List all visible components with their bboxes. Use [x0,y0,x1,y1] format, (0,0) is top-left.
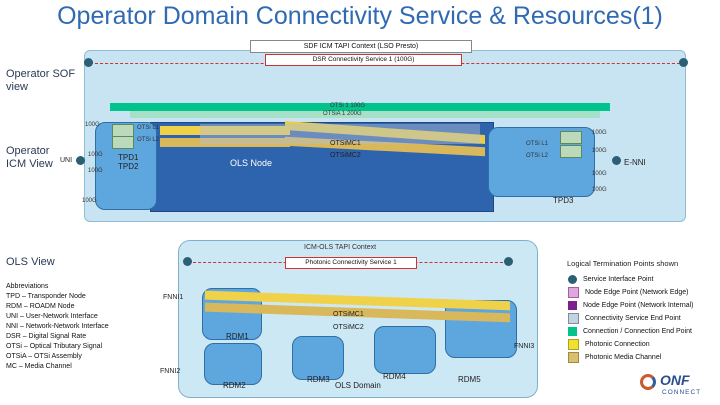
abbrev-heading: Abbreviations [6,283,49,290]
abbrev-line: DSR – Digital Signal Rate [6,333,87,340]
dsr-service-bar: DSR Connectivity Service 1 (100G) [265,54,462,66]
abbrev-line: TPD – Transponder Node [6,293,86,300]
abbrev-line: OTSi – Optical Tributary Signal [6,343,103,350]
legend-row [568,338,694,351]
legend-row [568,351,694,364]
otsi-l1-right-box [560,131,582,144]
sip-dot-icon [568,275,577,284]
onf-connect-logo [640,372,715,402]
sof-view-label: Operator SOF view [6,68,76,93]
port-100g-left-2: 100G [88,152,103,158]
tpd1-label: TPD1 [118,153,139,162]
legend-label: Node Edge Point (Network Edge) [585,289,689,296]
bottom-otsimc2-label: OTSiMC2 [333,324,364,331]
rdm5-label: RDM5 [458,375,481,384]
page-title: Operator Domain Connectivity Service & Resources(1) [57,2,663,30]
ols-node-label: OLS Node [230,158,273,168]
abbrev-line: RDM – ROADM Node [6,303,75,310]
ols-domain-label: OLS Domain [335,381,381,390]
legend-label: Connection / Connection End Point [583,328,692,335]
otsimc2-top-label: OTSiMC2 [330,152,361,159]
abbrev-line: OTSiA – OTSi Assembly [6,353,82,360]
legend-label: Node Edge Point (Network Internal) [583,302,694,309]
legend-row [568,325,694,338]
port-100g-right-3: 100G [592,171,607,177]
legend-row [568,299,694,312]
port-100g-right-1: 100G [592,130,607,136]
fnni1-label: FNNI1 [163,294,184,301]
otsi-l1-left-label: OTSi L1 [137,125,160,131]
uni-label: UNI [60,157,73,164]
icm-view-label: Operator ICM View [6,145,53,170]
rdm2-label: RDM2 [223,381,246,390]
photonic-service-bar: Photonic Connectivity Service 1 [285,257,417,269]
photonic-sip-right [504,257,513,266]
dsr-sip-right [679,58,688,67]
otsi-l2-right-label: OTSi L2 [526,153,549,159]
otsi-l1-right-label: OTSi L1 [526,141,549,147]
icm-ols-context-label: ICM-OLS TAPI Context [304,244,377,251]
legend-label: Photonic Media Channel [585,354,662,361]
abbrev-line: UNI – User-Network Interface [6,313,98,320]
legend-label: Service Interface Point [583,276,654,283]
media-channel-square-icon [568,352,579,363]
logo-text-connect: CONNECT [662,389,702,396]
enni-sip [612,156,621,165]
port-100g-left-1: 100G [85,122,100,128]
rdm4-label: RDM4 [383,372,406,381]
rdm3-label: RDM3 [307,375,330,384]
abbreviations-list [6,282,109,372]
port-100g-right-4: 100G [592,187,607,193]
port-100g-left-4: 100G [82,198,97,204]
tpd3-label: TPD3 [553,196,574,205]
logo-ring-icon [640,374,656,390]
rdm4-node [374,326,436,374]
rdm2-node [204,343,262,385]
otsi-bar-2 [130,111,600,118]
cep-square-icon [568,327,577,336]
photonic-connection-square-icon [568,339,579,350]
legend-label: Photonic Connection [585,341,650,348]
legend-heading: Logical Termination Points shown [567,259,679,268]
port-100g-right-2: 100G [592,148,607,154]
otsi-l2-left-label: OTSi L2 [137,137,160,143]
port-100g-left-3: 100G [88,168,103,174]
legend [568,273,694,364]
abbrev-line: MC – Media Channel [6,363,72,370]
otsi-l2-left-box [112,136,134,149]
legend-row [568,286,694,299]
otsi-l2-right-box [560,145,582,158]
sdf-context-bar: SDF ICM TAPI Context (LSO Presto) [250,40,472,53]
bottom-otsimc1-label: OTSiMC1 [333,311,364,318]
rdm3-node [292,336,344,380]
tpd2-label: TPD2 [118,162,139,171]
ols-view-label: OLS View [6,256,55,268]
abbrev-line: NNI – Network-Network Interface [6,323,109,330]
enni-label: E-NNI [624,158,646,167]
fnni2-label: FNNI2 [160,368,181,375]
otsi-line-1-label: OTSi 1 100G [330,103,366,109]
otsi-line-2-label: OTSiA 1 200G [323,111,362,117]
fnni3-label: FNNI3 [514,343,535,350]
legend-row [568,312,694,325]
logo-text-onf: ONF [660,372,690,388]
photonic-sip-left [183,257,192,266]
cs-end-point-square-icon [568,313,579,324]
uni-sip [76,156,85,165]
nep-edge-square-icon [568,287,579,298]
nep-internal-square-icon [568,301,577,310]
legend-row [568,273,694,286]
legend-label: Connectivity Service End Point [585,315,681,322]
dsr-sip-left [84,58,93,67]
rdm1-label: RDM1 [226,332,249,341]
otsimc1-top-label: OTSiMC1 [330,140,361,147]
